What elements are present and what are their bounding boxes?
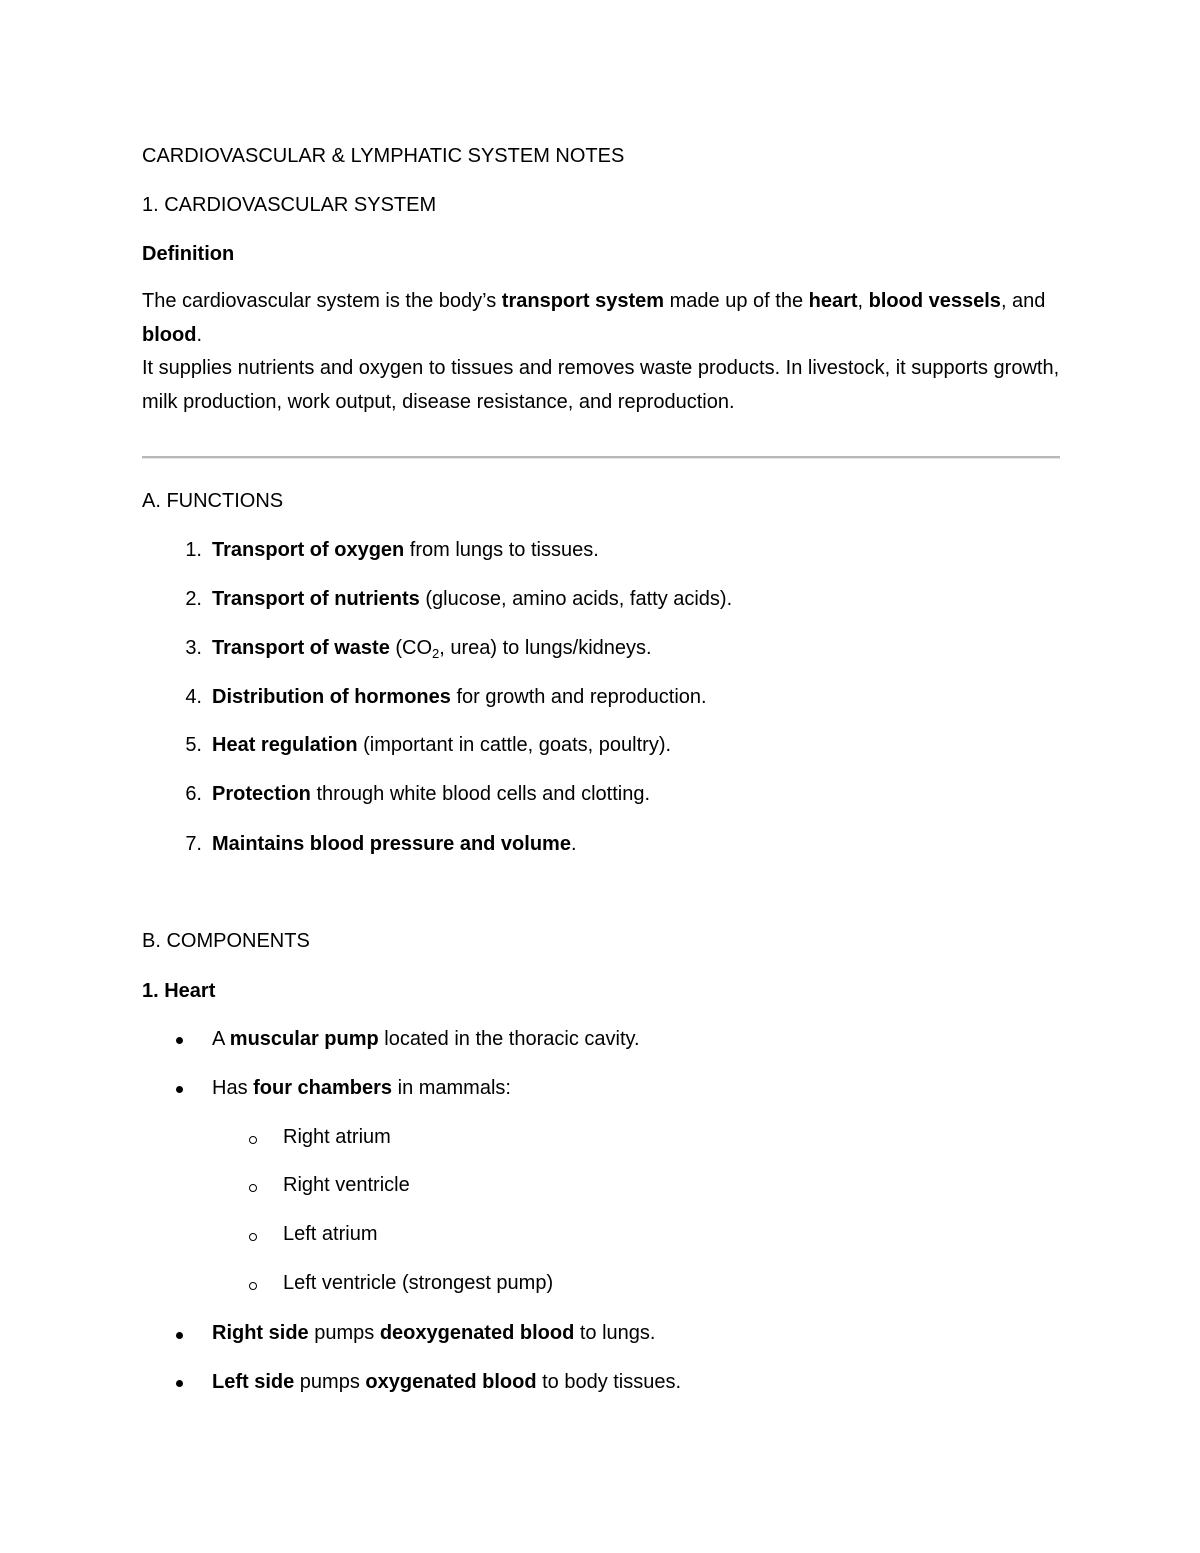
list-number: 3. xyxy=(185,637,202,659)
list-item: Distribution of hormones for growth and reproduction. xyxy=(212,686,707,708)
list-item: Maintains blood pressure and volume. xyxy=(212,833,577,855)
document-page xyxy=(142,0,1060,1553)
bullet-dot xyxy=(174,1330,184,1340)
horizontal-divider xyxy=(142,456,1060,459)
definition-paragraph xyxy=(142,285,1060,419)
components-heading: B. COMPONENTS xyxy=(142,930,310,952)
chamber-item: Left ventricle (strongest pump) xyxy=(283,1272,554,1294)
chamber-item: Left atrium xyxy=(283,1223,378,1245)
bullet-dot xyxy=(174,1084,184,1094)
sub-bullet-circle xyxy=(247,1231,259,1243)
list-number: 7. xyxy=(185,833,202,855)
list-item: Protection through white blood cells and clotting. xyxy=(212,783,651,805)
list-item: Heat regulation (important in cattle, goats, poultry). xyxy=(212,734,672,756)
list-item: Left side pumps oxygenated blood to body tissues. xyxy=(212,1371,682,1393)
list-item: Has four chambers in mammals: xyxy=(212,1077,511,1099)
document-title: CARDIOVASCULAR & LYMPHATIC SYSTEM NOTES xyxy=(142,145,625,167)
list-number: 2. xyxy=(185,588,202,610)
list-number: 5. xyxy=(185,734,202,756)
sub-bullet-circle xyxy=(247,1134,259,1146)
heart-heading: 1. Heart xyxy=(142,980,216,1002)
list-item: Transport of waste ($CO_2$, urea) to lungs/kidneys. xyxy=(212,637,652,661)
definition-sentence-1: The cardiovascular system is the body’s transport system made up of the heart, blood vessels, and blood. xyxy=(142,290,1046,346)
list-item: Transport of oxygen from lungs to tissues. xyxy=(212,539,599,561)
bullet-dot xyxy=(174,1378,184,1388)
bullet-dot xyxy=(174,1035,184,1045)
functions-heading: A. FUNCTIONS xyxy=(142,490,284,512)
list-number: 6. xyxy=(185,783,202,805)
definition-sentence-2: It supplies nutrients and oxygen to tissues and removes waste products. In livestock, it supports growth, milk production, work output, disease resistance, and reproduction. xyxy=(142,357,1060,413)
chamber-item: Right atrium xyxy=(283,1126,391,1148)
list-item: Transport of nutrients (glucose, amino acids, fatty acids). xyxy=(212,588,733,610)
sub-bullet-circle xyxy=(247,1280,259,1292)
section-heading-cardiovascular: 1. CARDIOVASCULAR SYSTEM xyxy=(142,194,437,216)
list-item: A muscular pump located in the thoracic cavity. xyxy=(212,1028,640,1050)
list-number: 1. xyxy=(185,539,202,561)
list-item: Right side pumps deoxygenated blood to lungs. xyxy=(212,1322,656,1344)
definition-heading: Definition xyxy=(142,243,235,265)
sub-bullet-circle xyxy=(247,1182,259,1194)
chamber-item: Right ventricle xyxy=(283,1174,410,1196)
list-number: 4. xyxy=(185,686,202,708)
